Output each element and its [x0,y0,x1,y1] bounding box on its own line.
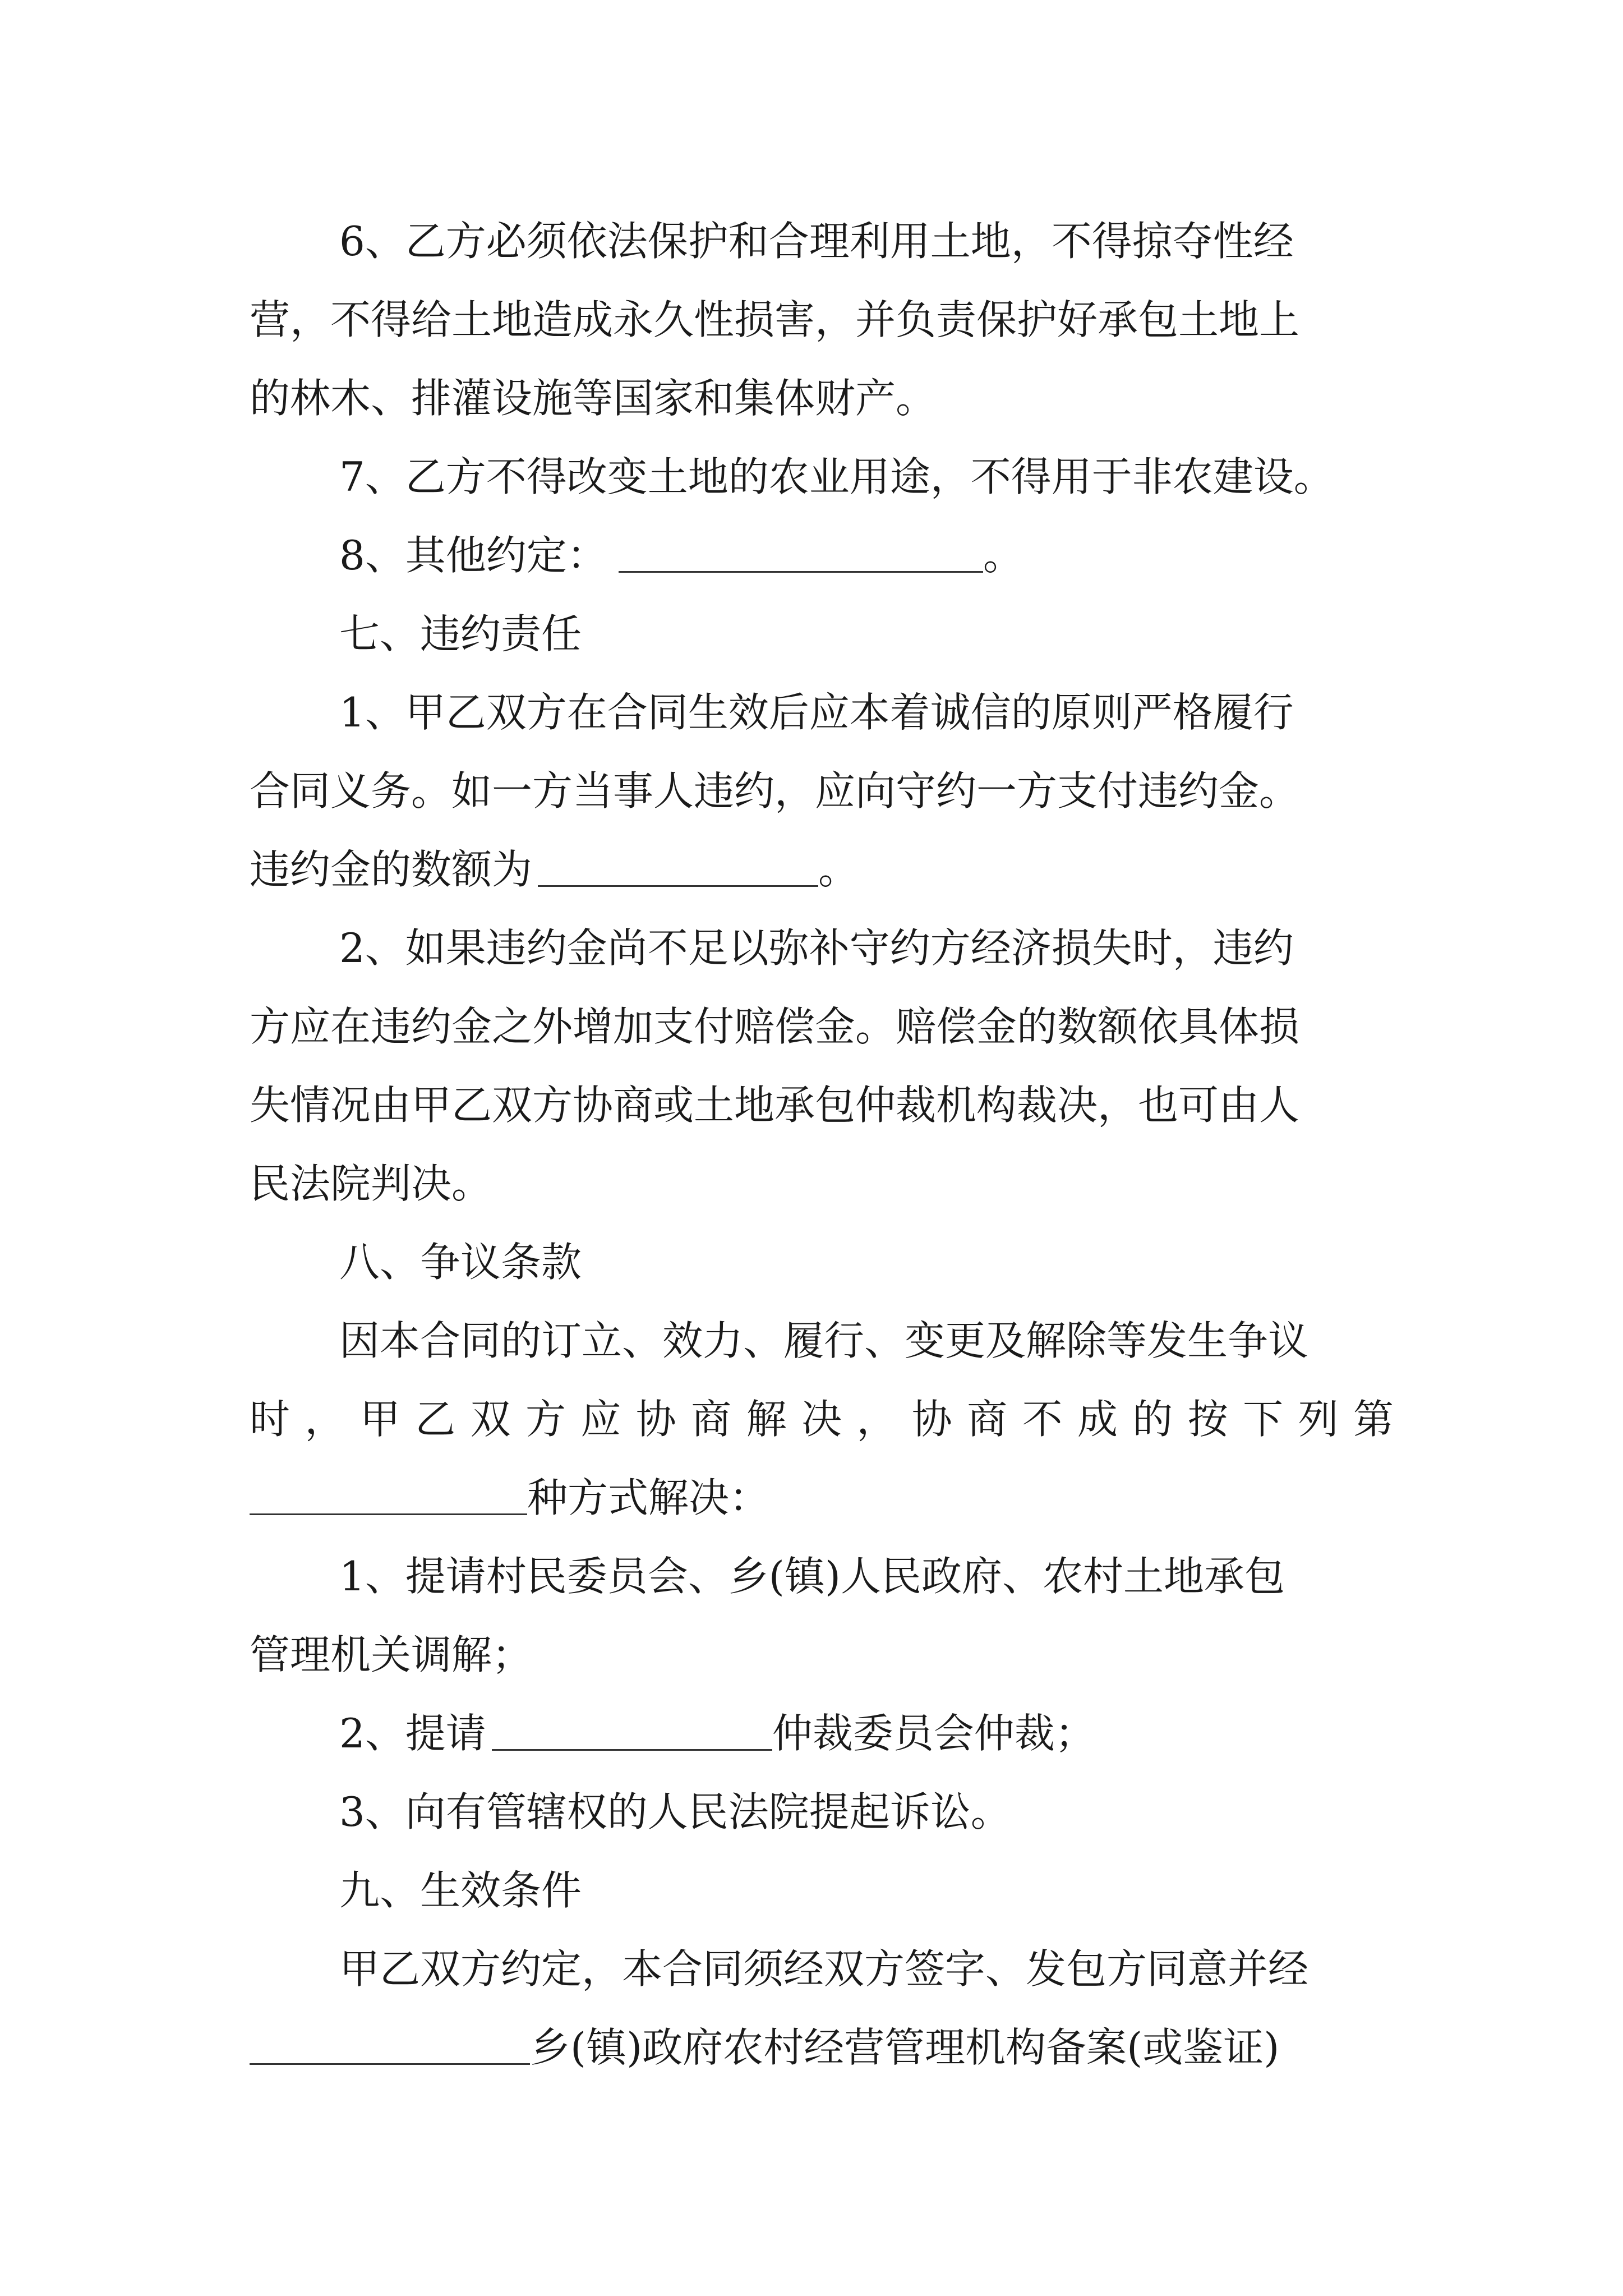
filing-text: 乡(镇)政府农村经营管理机构备案(或鉴证) [530,2024,1280,2071]
dispute-option-3: 3、向有管辖权的人民法院提起诉讼。 [339,1788,1011,1835]
dispute-line-2: 时，甲乙双方应协商解决，协商不成的按下列第 [250,1396,1394,1443]
section-8-heading: 八、争议条款 [339,1239,582,1286]
clause-8-label: 8、其他约定： [339,532,607,579]
penalty-amount-blank[interactable] [538,845,818,887]
contract-body [250,202,1394,2087]
section-7-heading: 七、违约责任 [339,610,582,657]
effect-line-2 [250,2008,1394,2087]
dispute-option-1-line-2: 管理机关调解； [250,1631,533,1678]
clause-6-line-2: 营，不得给土地造成永久性损害，并负责保护好承包土地上 [250,296,1300,343]
resolution-method-label: 种方式解决： [527,1474,770,1521]
breach-2-line-2: 方应在违约金之外增加支付赔偿金。赔偿金的数额依具体损 [250,1003,1300,1050]
clause-7: 7、乙方不得改变土地的农业用途，不得用于非农建设。 [339,453,1334,500]
arbitration-suffix: 仲裁委员会仲裁； [772,1710,1095,1757]
clause-8-end: 。 [983,532,1023,579]
dispute-line-1: 因本合同的订立、效力、履行、变更及解除等发生争议 [339,1317,1309,1364]
breach-1-line-2: 合同义务。如一方当事人违约，应向守约一方支付违约金。 [250,767,1300,815]
dispute-option-1-line-1: 1、提请村民委员会、乡(镇)人民政府、农村土地承包 [339,1553,1285,1600]
resolution-method-blank[interactable] [250,1473,527,1515]
breach-2-line-3: 失情况由甲乙双方协商或土地承包仲裁机构裁决，也可由人 [250,1082,1300,1129]
township-blank[interactable] [250,2023,530,2065]
arbitration-label: 2、提请 [339,1710,486,1757]
clause-6-line-3: 的林木、排灌设施等国家和集体财产。 [250,375,937,422]
clause-8 [250,516,1394,595]
breach-1-line-1: 1、甲乙双方在合同生效后应本着诚信的原则严格履行 [339,689,1294,736]
arbitration-committee-blank[interactable] [492,1709,772,1751]
dispute-line-3 [250,1458,1394,1537]
breach-2-line-4: 民法院判决。 [250,1160,492,1207]
penalty-amount-label: 违约金的数额为 [250,846,533,893]
breach-1-line-3 [250,830,1394,909]
other-agreement-blank[interactable] [619,531,983,573]
section-9-heading: 九、生效条件 [339,1867,582,1914]
penalty-amount-end: 。 [818,846,859,893]
clause-6-line-1: 6、乙方必须依法保护和合理利用土地，不得掠夺性经 [339,218,1294,265]
effect-line-1: 甲乙双方约定，本合同须经双方签字、发包方同意并经 [339,1945,1309,1993]
dispute-option-2 [250,1694,1394,1773]
breach-2-line-1: 2、如果违约金尚不足以弥补守约方经济损失时，违约 [339,924,1294,972]
